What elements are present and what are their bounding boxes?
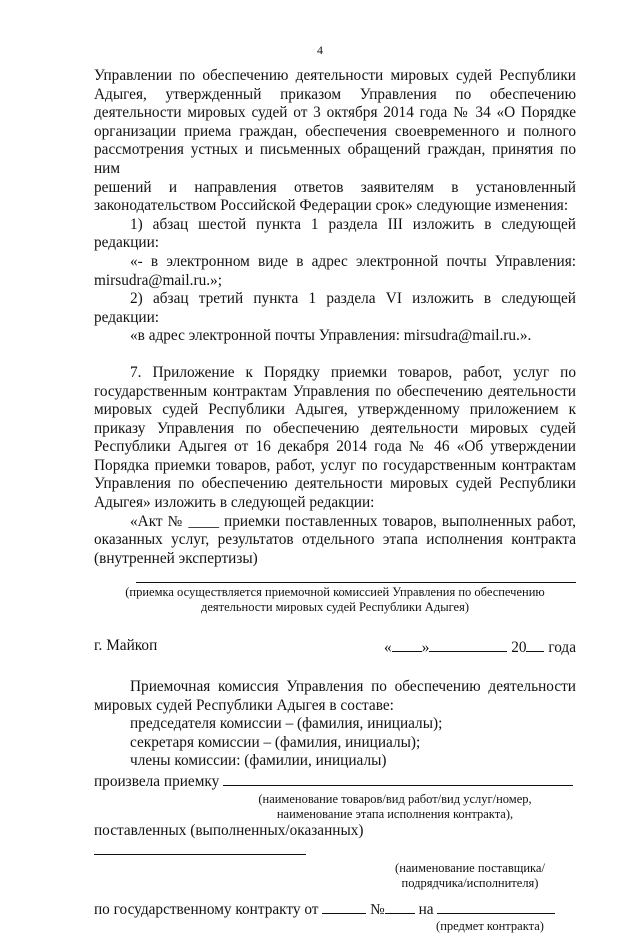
- paragraph-7: [94, 364, 576, 513]
- item-2-cont: редакции:: [94, 308, 160, 326]
- text-line: государственным контрактам Управления по обеспечению деятельности: [94, 382, 576, 400]
- city: г. Майкоп: [94, 637, 158, 655]
- contract-line: [94, 899, 576, 920]
- members-list: [94, 715, 576, 771]
- year-word: года: [548, 639, 576, 657]
- note-line: (приемка осуществляется приемочной комиссией Управления по обеспечению: [125, 585, 545, 600]
- list-item: члены комиссии: (фамилии, инициалы): [130, 752, 387, 770]
- text-line: решений и направления ответов заявителям в установленный: [94, 178, 576, 196]
- text-line: приказу Управления по обеспечению деятельности мировых судей: [94, 419, 576, 437]
- text-line: 7. Приложение к Порядку приемки товаров, работ, услуг по: [130, 363, 576, 381]
- year-prefix: 20: [511, 639, 527, 657]
- text-line: организации приема граждан, обеспечения своевременного и полного: [94, 122, 576, 140]
- contract-label: по государственному контракту от: [94, 900, 319, 918]
- item-2-quote: «в адрес электронной почты Управления: mirsudra@mail.ru.».: [130, 327, 532, 345]
- text-line: деятельности мировых судей от 3 октября 2014 года № 34 «О Порядке: [94, 104, 576, 122]
- commission-line: мировых судей Республики Адыгея в составе:: [94, 696, 394, 714]
- contract-number-blank[interactable]: [385, 899, 415, 914]
- date-line: [384, 637, 576, 658]
- year-blank[interactable]: [526, 637, 544, 652]
- underline: [136, 582, 576, 583]
- accepted-line: [94, 771, 576, 792]
- text-line: Управлении по обеспечению деятельности мировых судей Республики: [94, 67, 576, 84]
- supplier-blank[interactable]: [94, 840, 306, 855]
- commission-line: Приемочная комиссия Управления по обеспечению деятельности: [130, 678, 576, 696]
- text-line: законодательством Российской Федерации срок» следующие изменения:: [94, 197, 569, 215]
- accepted-label: произвела приемку: [94, 773, 220, 790]
- paragraph-amendments: [94, 67, 576, 216]
- note-line: подрядчика/исполнителя): [401, 875, 539, 890]
- delivered-line: [94, 822, 576, 861]
- text-line: Республики Адыгея от 16 декабря 2014 года № 46 «Об утверждении: [94, 438, 576, 456]
- note-line: (наименование поставщика/: [395, 860, 545, 875]
- quote-open: «: [384, 639, 392, 657]
- note-line: наименование этапа исполнения контракта),: [276, 806, 514, 821]
- city-date-row: [94, 637, 576, 658]
- goods-blank[interactable]: [223, 771, 573, 786]
- month-blank[interactable]: [429, 637, 507, 652]
- contract-date-blank[interactable]: [322, 899, 366, 914]
- quote-close: »: [421, 639, 430, 657]
- text-line: рассмотрения устных и письменных обращений граждан, принятия по ним: [94, 141, 576, 177]
- delivered-note: [94, 861, 576, 891]
- email-text: mirsudra@mail.ru.»;: [94, 271, 222, 289]
- delivered-label: поставленных (выполненных/оказанных): [94, 821, 364, 839]
- document-body: [94, 67, 576, 934]
- text-line: Адыгея, утвержденный приказом Управления по обеспечению: [94, 85, 576, 103]
- text-line: мировых судей Республики Адыгея, утвержденному приложением к: [94, 401, 576, 419]
- item-2: 2) абзац третий пункта 1 раздела VI изложить в следующей: [130, 290, 576, 308]
- number-sign: №: [370, 900, 385, 918]
- text-line: (внутренней экспертизы): [94, 549, 258, 567]
- text-line: оказанных услуг, результатов отдельного этапа исполнения контракта: [94, 531, 576, 549]
- note-line: деятельности мировых судей Республики Адыгея): [200, 600, 470, 615]
- list-item: секретаря комиссии – (фамилия, инициалы);: [130, 733, 421, 751]
- accepted-note: [94, 792, 576, 822]
- subject-blank[interactable]: [437, 899, 555, 914]
- act-title: [94, 513, 576, 569]
- note-line: (наименование товаров/вид работ/вид услуг/номер,: [258, 791, 532, 806]
- text-line: Адыгея» изложить в следующей редакции:: [94, 494, 375, 512]
- item-1: 1) абзац шестой пункта 1 раздела III изложить в следующей: [130, 215, 576, 233]
- list-item: председателя комиссии – (фамилия, инициалы);: [130, 715, 443, 733]
- contract-note: (предмет контракта): [436, 919, 544, 934]
- page-number: 4: [317, 43, 323, 57]
- text-line: Управления по обеспечению деятельности мировых судей Республики: [94, 475, 576, 493]
- day-blank[interactable]: [392, 637, 422, 652]
- on-word: на: [418, 900, 434, 918]
- item-1-quote: «- в электронном виде в адрес электронной почты Управления:: [130, 252, 576, 270]
- text-line: Порядка приемки товаров, работ, услуг по государственным контрактам: [94, 456, 576, 474]
- text-line: «Акт № ____ приемки поставленных товаров, выполненных работ,: [130, 512, 576, 530]
- item-1-cont: редакции:: [94, 234, 160, 252]
- act-note: [94, 585, 576, 615]
